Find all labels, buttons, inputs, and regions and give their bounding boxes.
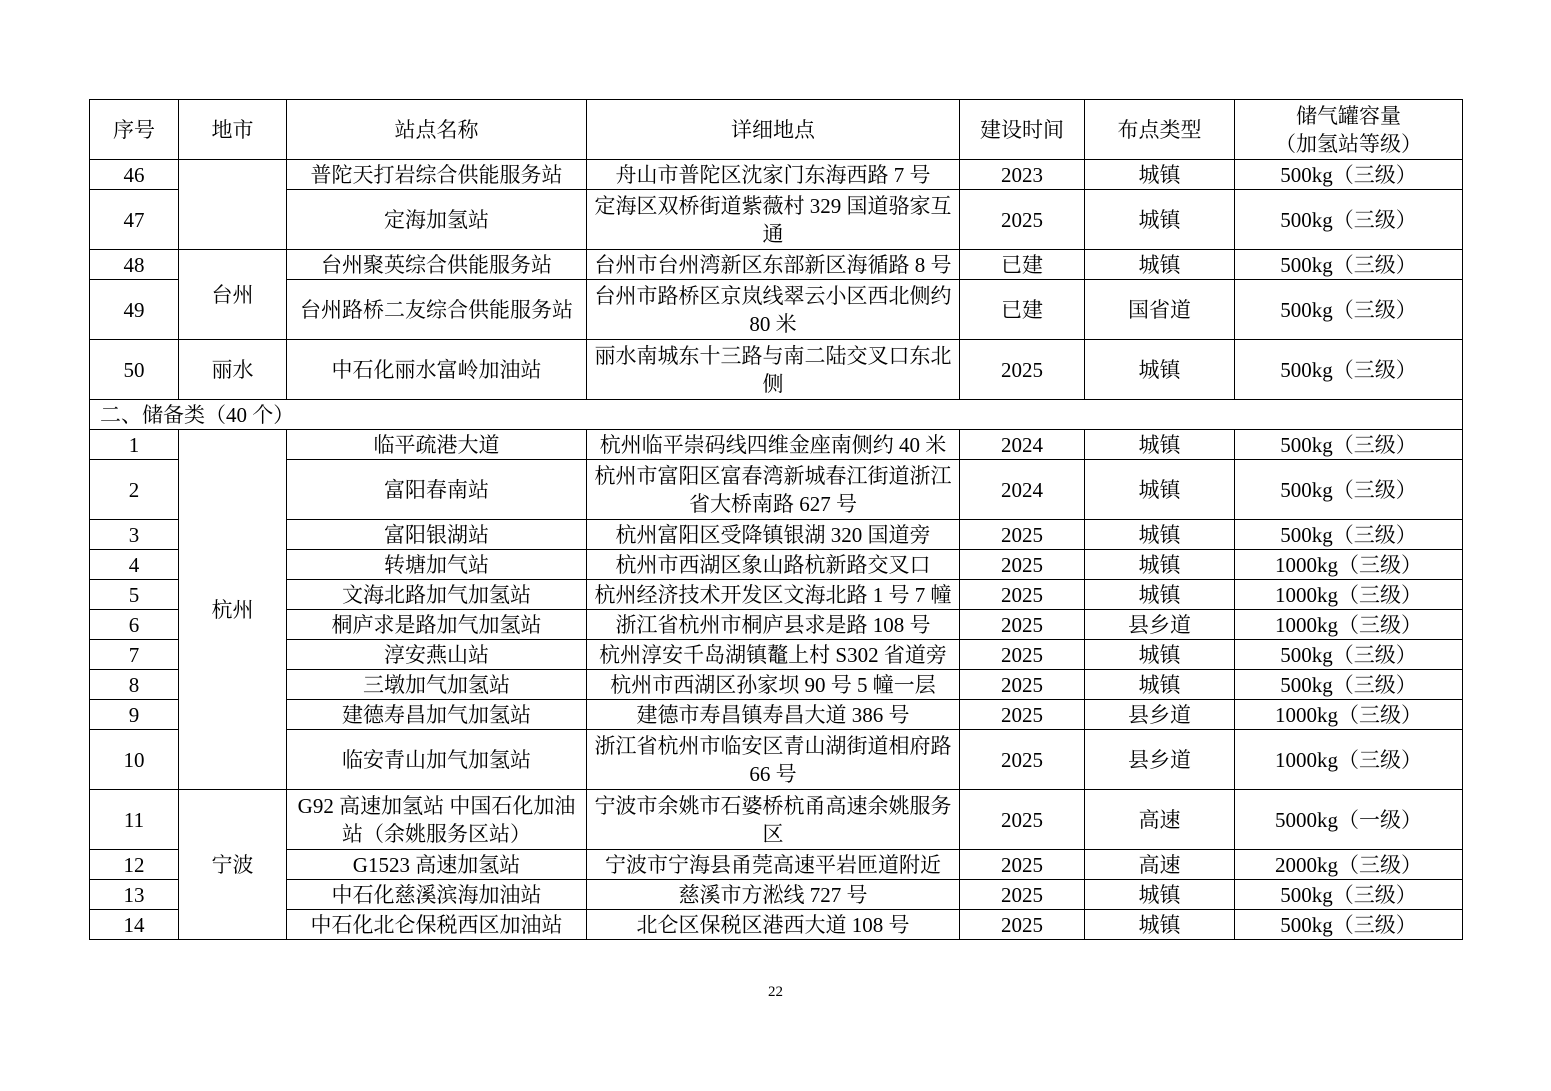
cell-name: 富阳春南站 (287, 460, 587, 520)
table-row (90, 340, 1463, 400)
cell-address: 台州市路桥区京岚线翠云小区西北侧约 80 米 (587, 280, 960, 340)
cell-address: 定海区双桥街道紫薇村 329 国道骆家互通 (587, 190, 960, 250)
cell-type: 城镇 (1085, 190, 1235, 250)
cell-city-hangzhou: 杭州 (179, 430, 287, 790)
cell-type: 城镇 (1085, 640, 1235, 670)
cell-name: 桐庐求是路加气加氢站 (287, 610, 587, 640)
cell-address: 浙江省杭州市临安区青山湖街道相府路 66 号 (587, 730, 960, 790)
cell-time: 2025 (960, 610, 1085, 640)
table-row (90, 190, 1463, 250)
header-capacity-line1: 储气罐容量 (1296, 103, 1401, 128)
cell-time: 2025 (960, 730, 1085, 790)
cell-address: 慈溪市方淞线 727 号 (587, 880, 960, 910)
cell-time: 2025 (960, 850, 1085, 880)
header-capacity-line2: （加氢站等级） (1275, 131, 1422, 156)
cell-address: 浙江省杭州市桐庐县求是路 108 号 (587, 610, 960, 640)
table-row (90, 280, 1463, 340)
header-name: 站点名称 (287, 100, 587, 160)
cell-no: 3 (90, 520, 179, 550)
cell-capacity: 500kg（三级） (1235, 340, 1463, 400)
cell-address: 杭州淳安千岛湖镇鼇上村 S302 省道旁 (587, 640, 960, 670)
cell-no: 4 (90, 550, 179, 580)
cell-no: 47 (90, 190, 179, 250)
cell-capacity: 500kg（三级） (1235, 190, 1463, 250)
cell-capacity: 1000kg（三级） (1235, 700, 1463, 730)
cell-city-lishui: 丽水 (179, 340, 287, 400)
cell-no: 2 (90, 460, 179, 520)
cell-name: 定海加氢站 (287, 190, 587, 250)
cell-city-taizhou: 台州 (179, 250, 287, 340)
cell-capacity: 500kg（三级） (1235, 520, 1463, 550)
cell-type: 国省道 (1085, 280, 1235, 340)
cell-no: 6 (90, 610, 179, 640)
table-row (90, 520, 1463, 550)
cell-time: 2025 (960, 670, 1085, 700)
cell-type: 城镇 (1085, 520, 1235, 550)
cell-time: 2025 (960, 190, 1085, 250)
cell-name: 普陀天打岩综合供能服务站 (287, 160, 587, 190)
cell-capacity: 500kg（三级） (1235, 160, 1463, 190)
cell-name: 建德寿昌加气加氢站 (287, 700, 587, 730)
table-row (90, 550, 1463, 580)
cell-type: 高速 (1085, 790, 1235, 850)
cell-address: 建德市寿昌镇寿昌大道 386 号 (587, 700, 960, 730)
cell-name: 临安青山加气加氢站 (287, 730, 587, 790)
table-row (90, 730, 1463, 790)
table-row (90, 850, 1463, 880)
page-number: 22 (768, 984, 783, 1000)
cell-no: 5 (90, 580, 179, 610)
cell-capacity: 500kg（三级） (1235, 280, 1463, 340)
cell-no: 12 (90, 850, 179, 880)
section-title-row (90, 400, 1463, 430)
cell-type: 城镇 (1085, 580, 1235, 610)
cell-address: 杭州市西湖区象山路杭新路交叉口 (587, 550, 960, 580)
header-type: 布点类型 (1085, 100, 1235, 160)
cell-capacity: 5000kg（一级） (1235, 790, 1463, 850)
cell-time: 2023 (960, 160, 1085, 190)
cell-address: 杭州富阳区受降镇银湖 320 国道旁 (587, 520, 960, 550)
cell-time: 2025 (960, 640, 1085, 670)
cell-time: 2024 (960, 460, 1085, 520)
cell-time: 2025 (960, 910, 1085, 940)
cell-time: 2025 (960, 520, 1085, 550)
cell-address: 宁波市宁海县甬莞高速平岩匝道附近 (587, 850, 960, 880)
table-row (90, 790, 1463, 850)
cell-no: 9 (90, 700, 179, 730)
cell-address: 舟山市普陀区沈家门东海西路 7 号 (587, 160, 960, 190)
cell-capacity: 500kg（三级） (1235, 880, 1463, 910)
table-row (90, 610, 1463, 640)
cell-type: 城镇 (1085, 550, 1235, 580)
cell-capacity: 1000kg（三级） (1235, 730, 1463, 790)
cell-type: 城镇 (1085, 670, 1235, 700)
cell-capacity: 500kg（三级） (1235, 640, 1463, 670)
cell-name: 富阳银湖站 (287, 520, 587, 550)
header-row (90, 100, 1463, 160)
cell-name: 转塘加气站 (287, 550, 587, 580)
cell-type: 城镇 (1085, 160, 1235, 190)
header-no: 序号 (90, 100, 179, 160)
cell-type: 城镇 (1085, 460, 1235, 520)
cell-time: 2025 (960, 580, 1085, 610)
cell-time: 2024 (960, 430, 1085, 460)
cell-no: 49 (90, 280, 179, 340)
cell-type: 城镇 (1085, 430, 1235, 460)
cell-name: 中石化丽水富岭加油站 (287, 340, 587, 400)
cell-address: 杭州市富阳区富春湾新城春江街道浙江省大桥南路 627 号 (587, 460, 960, 520)
table-row (90, 250, 1463, 280)
cell-address: 丽水南城东十三路与南二陆交叉口东北侧 (587, 340, 960, 400)
cell-name: 台州聚英综合供能服务站 (287, 250, 587, 280)
cell-no: 46 (90, 160, 179, 190)
cell-time: 2025 (960, 550, 1085, 580)
cell-name: 临平疏港大道 (287, 430, 587, 460)
cell-name: 三墩加气加氢站 (287, 670, 587, 700)
cell-type: 县乡道 (1085, 610, 1235, 640)
cell-name: 淳安燕山站 (287, 640, 587, 670)
cell-capacity: 1000kg（三级） (1235, 580, 1463, 610)
cell-capacity: 500kg（三级） (1235, 250, 1463, 280)
cell-name: G1523 高速加氢站 (287, 850, 587, 880)
header-address: 详细地点 (587, 100, 960, 160)
cell-name: G92 高速加氢站 中国石化加油站（余姚服务区站） (287, 790, 587, 850)
cell-city-ningbo: 宁波 (179, 790, 287, 940)
cell-capacity: 1000kg（三级） (1235, 550, 1463, 580)
cell-type: 城镇 (1085, 880, 1235, 910)
cell-no: 13 (90, 880, 179, 910)
cell-time: 已建 (960, 280, 1085, 340)
cell-time: 2025 (960, 790, 1085, 850)
cell-address: 宁波市余姚市石婆桥杭甬高速余姚服务区 (587, 790, 960, 850)
cell-type: 城镇 (1085, 340, 1235, 400)
cell-type: 高速 (1085, 850, 1235, 880)
header-capacity (1235, 100, 1463, 160)
cell-no: 10 (90, 730, 179, 790)
cell-city-blank (179, 160, 287, 250)
cell-time: 已建 (960, 250, 1085, 280)
cell-address: 杭州临平崇码线四维金座南侧约 40 米 (587, 430, 960, 460)
header-city: 地市 (179, 100, 287, 160)
table-row (90, 700, 1463, 730)
cell-capacity: 500kg（三级） (1235, 910, 1463, 940)
cell-name: 中石化北仑保税西区加油站 (287, 910, 587, 940)
header-time: 建设时间 (960, 100, 1085, 160)
cell-time: 2025 (960, 340, 1085, 400)
cell-type: 县乡道 (1085, 700, 1235, 730)
station-table (89, 99, 1463, 940)
table-row (90, 670, 1463, 700)
cell-address: 台州市台州湾新区东部新区海循路 8 号 (587, 250, 960, 280)
cell-type: 城镇 (1085, 910, 1235, 940)
cell-no: 7 (90, 640, 179, 670)
cell-capacity: 2000kg（三级） (1235, 850, 1463, 880)
cell-no: 11 (90, 790, 179, 850)
cell-no: 48 (90, 250, 179, 280)
cell-time: 2025 (960, 880, 1085, 910)
section-title: 二、储备类（40 个） (90, 400, 1463, 430)
cell-name: 中石化慈溪滨海加油站 (287, 880, 587, 910)
cell-capacity: 1000kg（三级） (1235, 610, 1463, 640)
cell-name: 文海北路加气加氢站 (287, 580, 587, 610)
cell-capacity: 500kg（三级） (1235, 670, 1463, 700)
cell-type: 县乡道 (1085, 730, 1235, 790)
cell-no: 50 (90, 340, 179, 400)
cell-no: 8 (90, 670, 179, 700)
cell-type: 城镇 (1085, 250, 1235, 280)
cell-no: 14 (90, 910, 179, 940)
cell-address: 杭州市西湖区孙家坝 90 号 5 幢一层 (587, 670, 960, 700)
table-row (90, 910, 1463, 940)
table-row (90, 460, 1463, 520)
cell-time: 2025 (960, 700, 1085, 730)
table-row (90, 430, 1463, 460)
cell-capacity: 500kg（三级） (1235, 430, 1463, 460)
cell-address: 北仑区保税区港西大道 108 号 (587, 910, 960, 940)
table-row (90, 880, 1463, 910)
table-row (90, 640, 1463, 670)
cell-capacity: 500kg（三级） (1235, 460, 1463, 520)
cell-name: 台州路桥二友综合供能服务站 (287, 280, 587, 340)
table-row (90, 580, 1463, 610)
cell-no: 1 (90, 430, 179, 460)
cell-address: 杭州经济技术开发区文海北路 1 号 7 幢 (587, 580, 960, 610)
table-row (90, 160, 1463, 190)
